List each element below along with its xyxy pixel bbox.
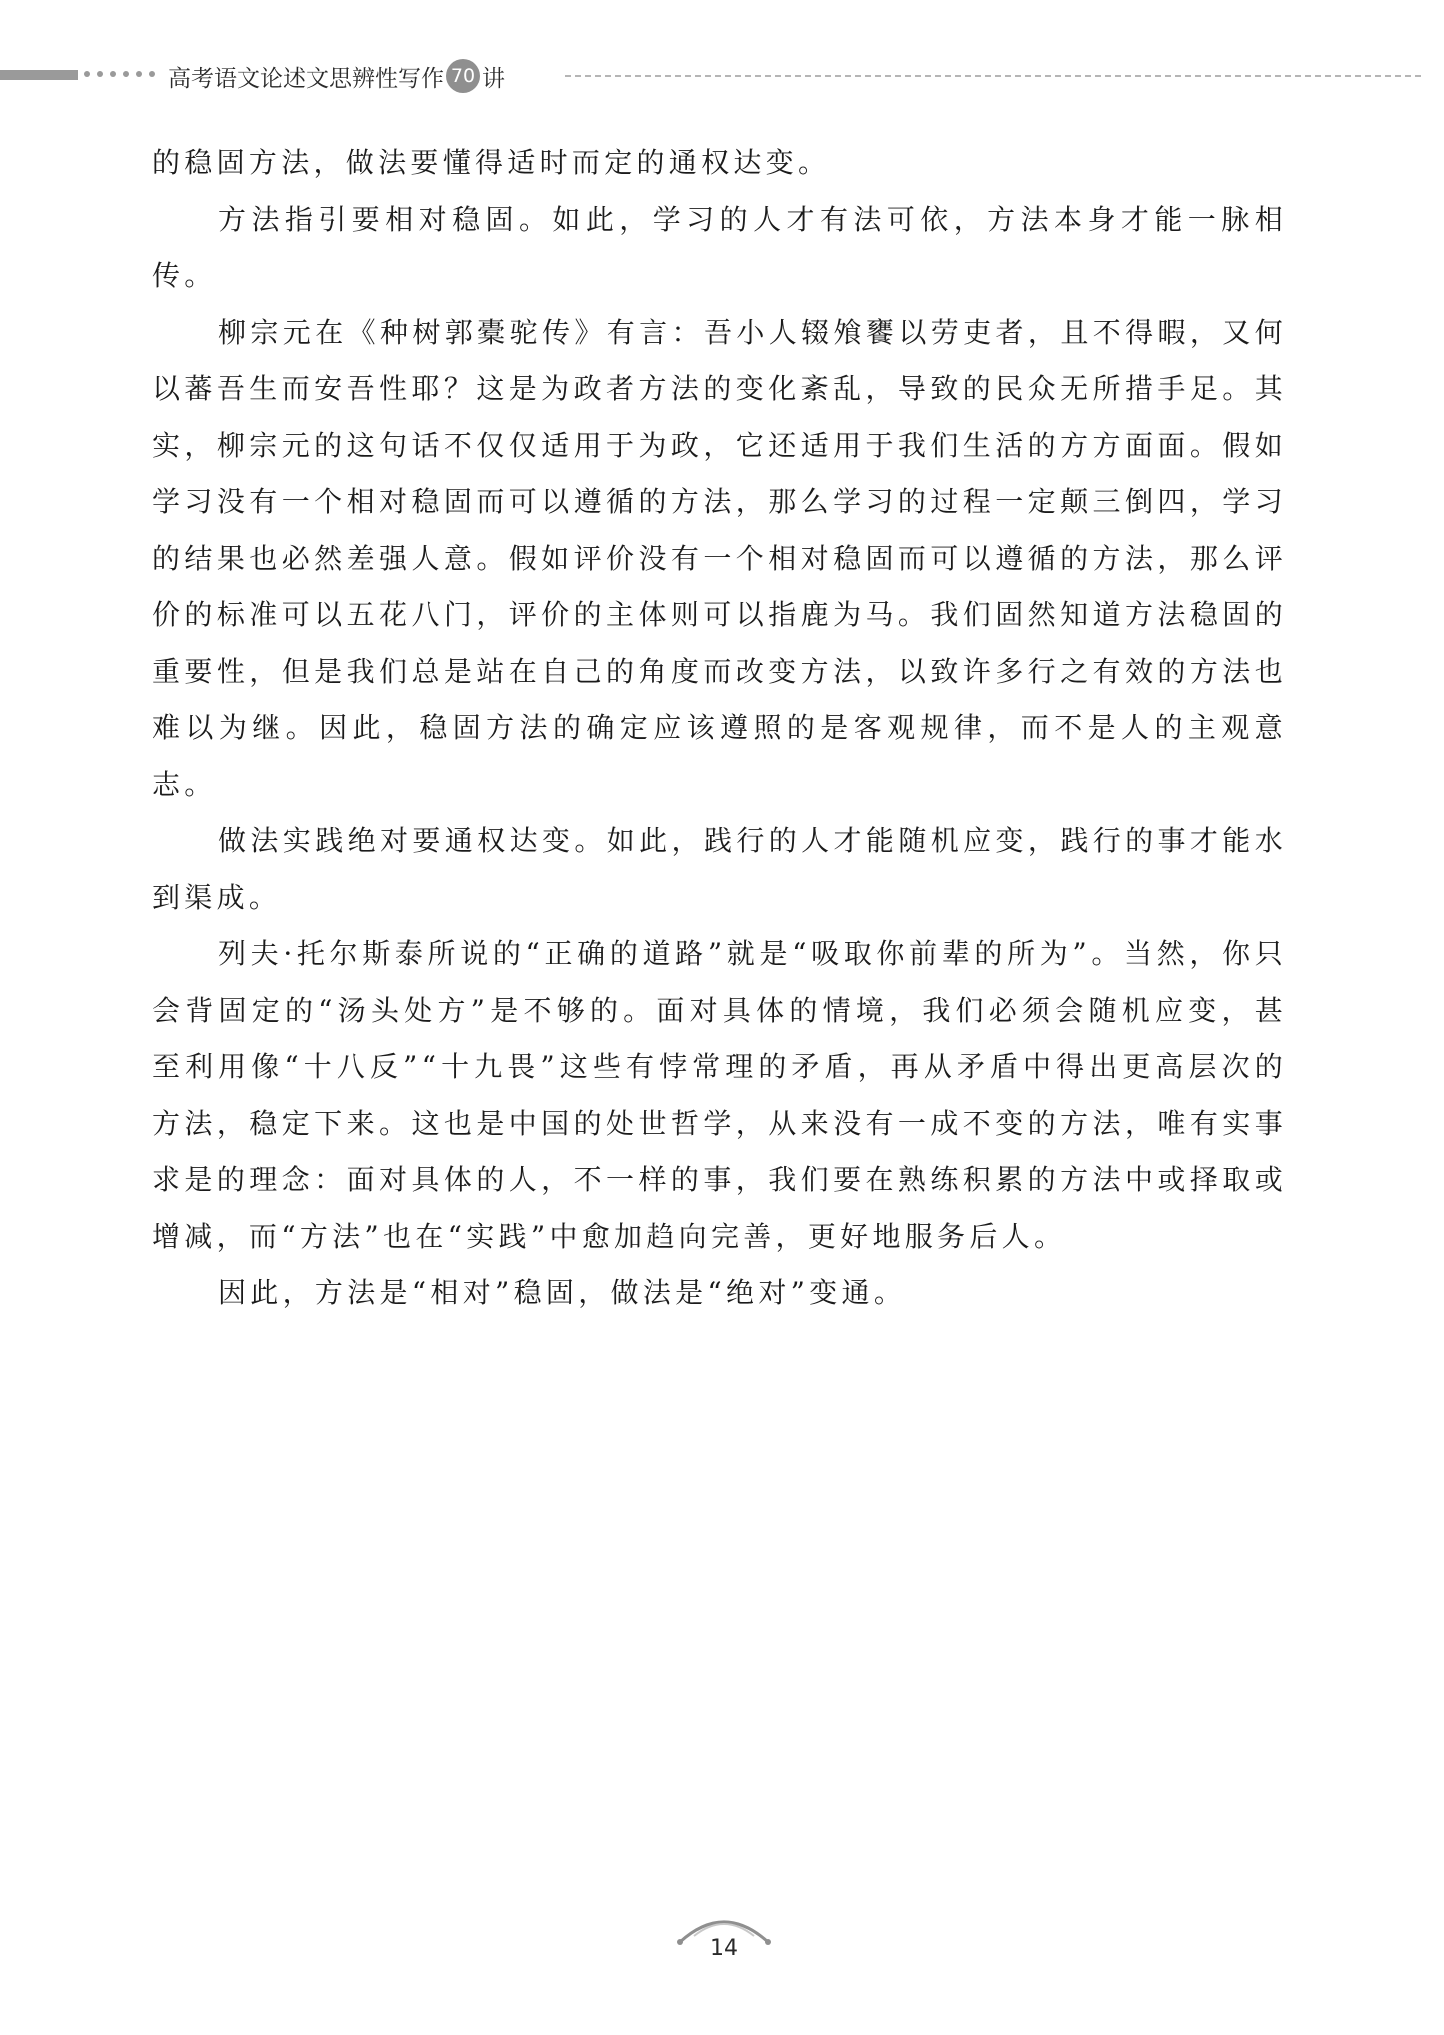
paragraph: 的稳固方法，做法要懂得适时而定的通权达变。 [152,146,831,179]
running-head-suffix: 讲 [482,65,505,92]
header-decor-bar [0,70,78,80]
paragraph: 方法指引要相对稳固。如此，学习的人才有法可依，方法本身才能一脉相传。 [152,202,1287,292]
paragraph: 做法实践绝对要通权达变。如此，践行的人才能随机应变，践行的事才能水到渠成。 [152,824,1287,914]
running-head-title: 高考语文论述文思辨性写作 [168,65,444,92]
page-number: 14 [710,1936,738,1961]
page-header [0,58,1444,94]
header-dashed-rule [565,75,1421,77]
header-decor-dots [84,71,155,77]
paragraph: 列夫·托尔斯泰所说的“正确的道路”就是“吸取你前辈的所为”。当然，你只会背固定的“汤头处方”是不够的。面对具体的情境，我们必须会随机应变，甚至利用像“十八反”“十九畏”这些有悖常理的矛盾，再从矛盾中得出更高层次的方法，稳定下来。这也是中国的处世哲学，从来没有一成不变的方法，唯有实事求是的理念：面对具体的人，不一样的事，我们要在熟练积累的方法中或择取或增减，而“方法”也在“实践”中愈加趋向完善，更好地服务后人。 [152,937,1287,1253]
running-head-badge: 70 [446,59,480,93]
running-head [168,58,505,94]
page-footer [672,1906,776,1970]
paragraph: 柳宗元在《种树郭橐驼传》有言：吾小人辍飧饔以劳吏者，且不得暇，又何以蕃吾生而安吾性耶？这是为政者方法的变化紊乱，导致的民众无所措手足。其实，柳宗元的这句话不仅仅适用于为政，它还适用于我们生活的方方面面。假如学习没有一个相对稳固而可以遵循的方法，那么学习的过程一定颠三倒四，学习的结果也必然差强人意。假如评价没有一个相对稳固而可以遵循的方法，那么评价的标准可以五花八门，评价的主体则可以指鹿为马。我们固然知道方法稳固的重要性，但是我们总是站在自己的角度而改变方法，以致许多行之有效的方法也难以为继。因此，稳固方法的确定应该遵照的是客观规律，而不是人的主观意志。 [152,315,1287,801]
body-text [152,135,1287,1322]
paragraph: 因此，方法是“相对”稳固，做法是“绝对”变通。 [218,1276,907,1309]
